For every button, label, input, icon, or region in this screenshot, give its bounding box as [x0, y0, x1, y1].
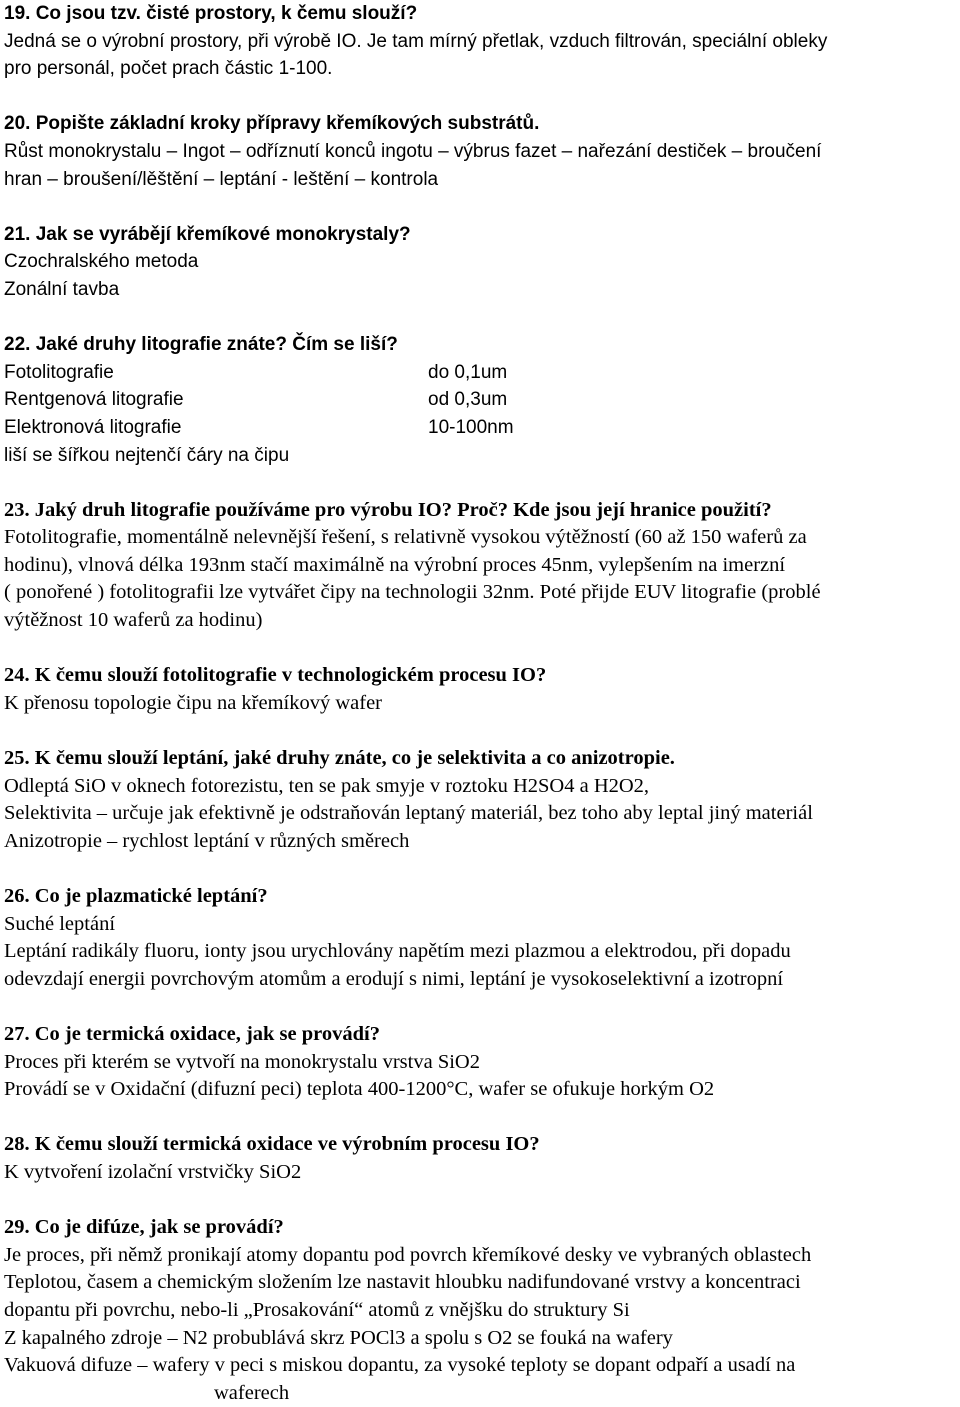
answer-line: dopantu při povrchu, nebo-li „Prosakování“ atomů z vnějšku do struktury Si — [4, 1298, 630, 1321]
answer-line: hodinu), vlnová délka 193nm stačí maximálně na výrobní proces 45nm, vylepšením na imerzní — [4, 553, 786, 576]
document-page — [4, 0, 956, 1407]
lithography-resolution: do 0,1um — [428, 361, 508, 383]
question-24-heading: 24. K čemu slouží fotolitografie v technologickém procesu IO? — [4, 664, 547, 687]
spacer — [4, 1187, 956, 1215]
spacer — [4, 635, 956, 663]
answer-line: odevzdají energii povrchovým atomům a erodují s nimi, leptání je vysokoselektivní a izotropní — [4, 967, 784, 990]
answer-line: Provádí se v Oxidační (difuzní peci) teplota 400-1200°C, wafer se ofukuje horkým O2 — [4, 1078, 715, 1101]
answer-line: Vakuová difuze – wafery v peci s miskou dopantu, za vysoké teploty se dopant odpaří a usadí na — [4, 1354, 796, 1377]
answer-line: Teplotou, časem a chemickým složením lze nastavit hloubku nadifundované vrstvy a koncentraci — [4, 1271, 801, 1294]
lithography-row — [4, 359, 956, 387]
spacer — [4, 1104, 956, 1132]
lithography-resolution: od 0,3um — [428, 389, 508, 411]
answer-line: ( ponořené ) fotolitografii lze vytvářet čipy na technologii 32nm. Poté přijde EUV litografie (problé — [4, 581, 821, 604]
question-19-heading: 19. Co jsou tzv. čisté prostory, k čemu slouží? — [4, 3, 418, 24]
answer-line: K přenosu topologie čipu na křemíkový wafer — [4, 691, 383, 714]
spacer — [4, 304, 956, 332]
spacer — [4, 993, 956, 1021]
answer-line: liší se šířkou nejtenčí čáry na čipu — [4, 444, 290, 466]
spacer — [4, 83, 956, 111]
answer-line: Je proces, při němž pronikají atomy dopantu pod povrch křemíkové desky ve vybraných oblastech — [4, 1243, 812, 1266]
question-20-heading: 20. Popište základní kroky přípravy křemíkových substrátů. — [4, 113, 540, 135]
answer-line: Suché leptání — [4, 912, 116, 935]
question-27-heading: 27. Co je termická oxidace, jak se provádí? — [4, 1022, 380, 1045]
lithography-name: Elektronová litografie — [4, 416, 182, 438]
answer-line: Czochralského metoda — [4, 251, 199, 273]
answer-line: Z kapalného zdroje – N2 probublává skrz POCl3 a spolu s O2 se fouká na wafery — [4, 1326, 673, 1349]
answer-line: Růst monokrystalu – Ingot – odříznutí konců ingotu – výbrus fazet – nařezání destiček – broučení — [4, 140, 822, 162]
answer-line: Proces při kterém se vytvoří na monokrystalu vrstva SiO2 — [4, 1050, 480, 1073]
lithography-row — [4, 414, 956, 442]
answer-line: Anizotropie – rychlost leptání v různých směrech — [4, 829, 410, 852]
lithography-name: Fotolitografie — [4, 361, 114, 383]
answer-line: hran – broušení/lěštění – leptání - leštění – kontrola — [4, 168, 439, 190]
spacer — [4, 469, 956, 497]
spacer — [4, 193, 956, 221]
answer-line: výtěžnost 10 waferů za hodinu) — [4, 609, 263, 632]
question-21-heading: 21. Jak se vyrábějí křemíkové monokrystaly? — [4, 223, 411, 245]
question-26-heading: 26. Co je plazmatické leptání? — [4, 885, 268, 907]
question-29-heading: 29. Co je difúze, jak se provádí? — [4, 1216, 284, 1239]
answer-line: Selektivita – určuje jak efektivně je odstraňován leptaný materiál, bez toho aby leptal jiný materiál — [4, 802, 813, 825]
lithography-resolution: 10-100nm — [428, 416, 514, 438]
spacer — [4, 717, 956, 745]
answer-line: Odleptá SiO v oknech fotorezistu, ten se pak smyje v roztoku H2SO4 a H2O2, — [4, 774, 650, 797]
question-25-heading: 25. K čemu slouží leptání, jaké druhy znáte, co je selektivita a co anizotropie. — [4, 747, 675, 770]
answer-line: Zonální tavba — [4, 278, 120, 300]
question-23-heading: 23. Jaký druh litografie používáme pro výrobu IO? Proč? Kde jsou její hranice použití? — [4, 498, 772, 521]
question-28-heading: 28. K čemu slouží termická oxidace ve výrobním procesu IO? — [4, 1133, 540, 1156]
answer-line: Jedná se o výrobní prostory, při výrobě IO. Je tam mírný přetlak, vzduch filtrován, speciální obleky — [4, 30, 828, 52]
answer-continuation: waferech — [214, 1381, 290, 1404]
answer-line: pro personál, počet prach částic 1-100. — [4, 58, 333, 80]
question-22-heading: 22. Jaké druhy litografie znáte? Čím se liší? — [4, 334, 398, 356]
lithography-row — [4, 386, 956, 414]
answer-line: Leptání radikály fluoru, ionty jsou urychlovány napětím mezi plazmou a elektrodou, při dopadu — [4, 940, 791, 963]
answer-line: Fotolitografie, momentálně nelevnější řešení, s relativně vysokou výtěžností (60 až 150 waferů za — [4, 526, 807, 549]
lithography-name: Rentgenová litografie — [4, 389, 184, 411]
spacer — [4, 855, 956, 883]
answer-line: K vytvoření izolační vrstvičky SiO2 — [4, 1160, 302, 1183]
